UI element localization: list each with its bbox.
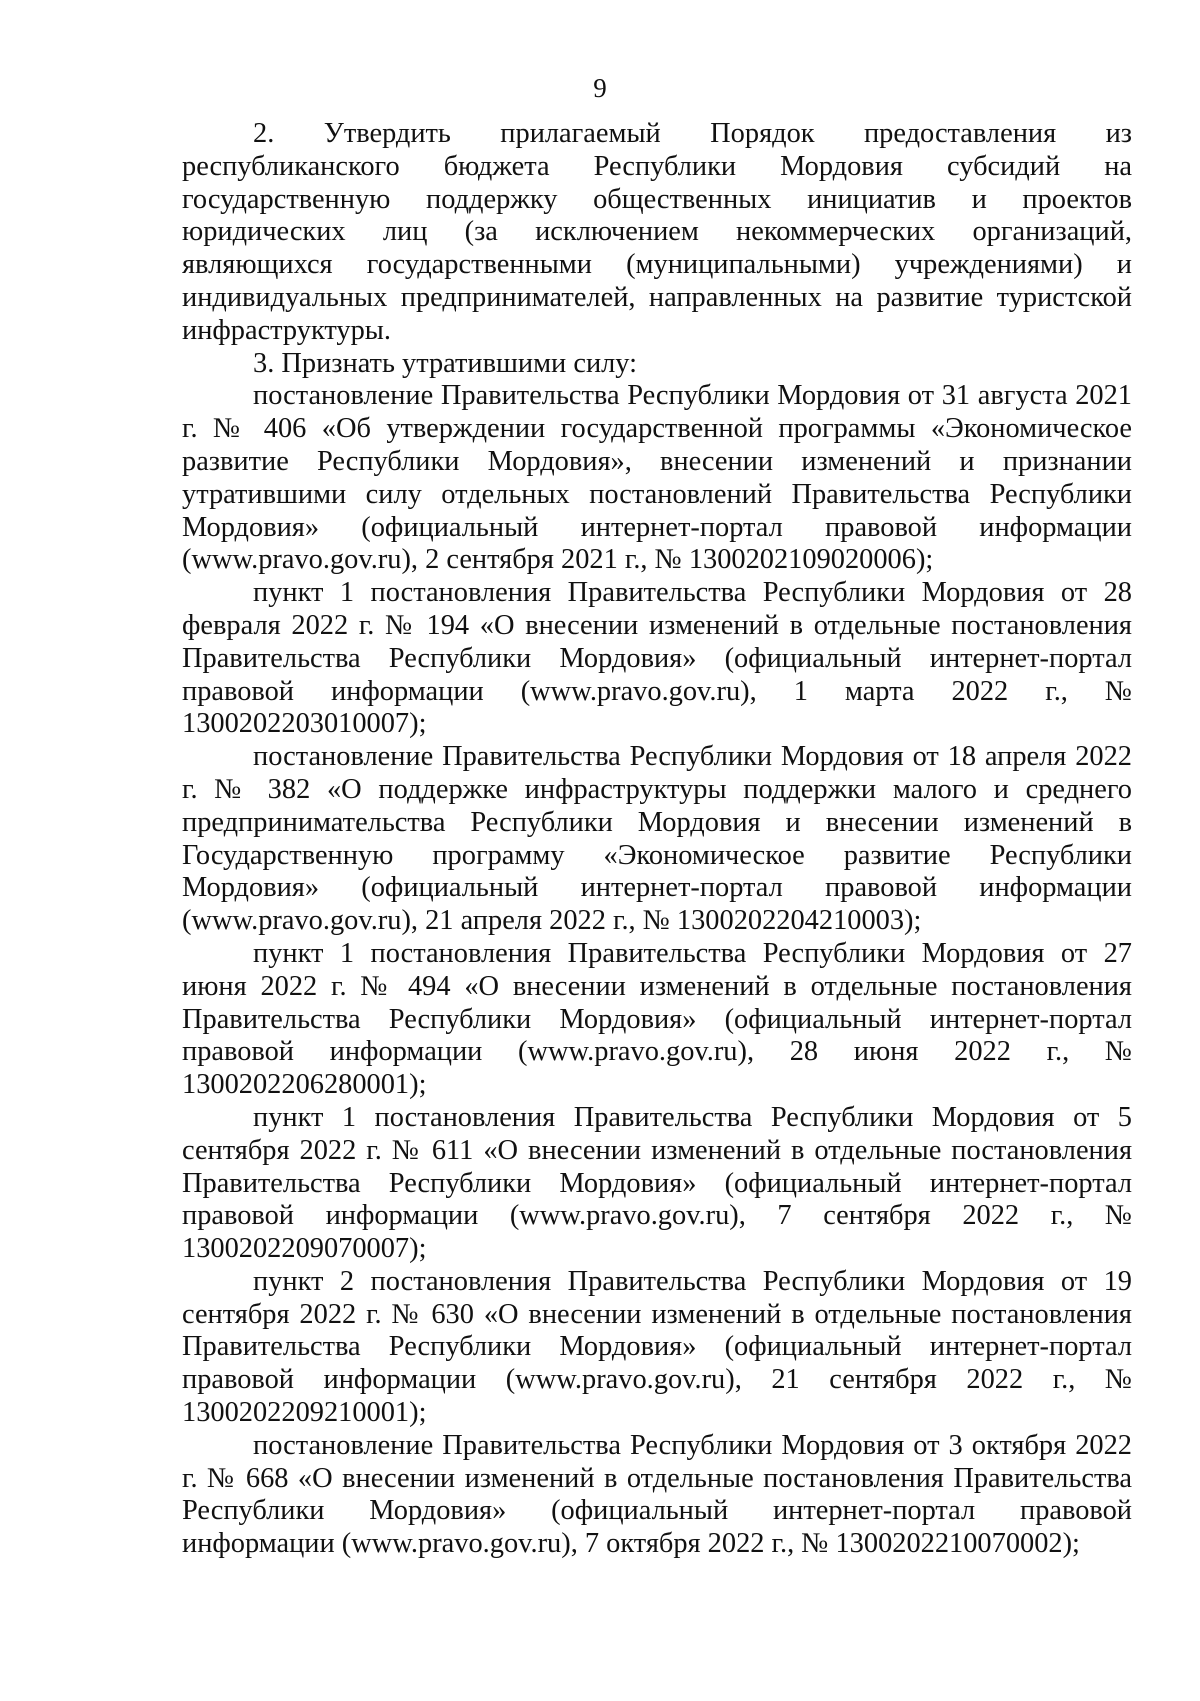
- page-number: 9: [593, 73, 607, 103]
- paragraph-repealed-act: пункт 1 постановления Правительства Республики Мордовия от 27 июня 2022 г. № 494 «О внесении изменений в отдельные постановления Правительства Республики Мордовия» (официальный интернет-портал правовой информации (www.pravo.gov.ru), 28 июня 2022 г., № 1300202206280001);: [182, 937, 1132, 1101]
- paragraph-repealed-act: пункт 1 постановления Правительства Республики Мордовия от 28 февраля 2022 г. № 194 «О внесении изменений в отдельные постановления Правительства Республики Мордовия» (официальный интернет-портал правовой информации (www.pravo.gov.ru), 1 марта 2022 г., № 1300202203010007);: [182, 577, 1132, 740]
- paragraph-repealed-act: постановление Правительства Республики Мордовия от 3 октября 2022 г. № 668 «О внесении изменений в отдельные постановления Правительства Республики Мордовия» (официальный интернет-портал правовой информации (www.pravo.gov.ru), 7 октября 2022 г., № 1300202210070002);: [182, 1429, 1132, 1560]
- paragraph-approve-procedure: 2. Утвердить прилагаемый Порядок предоставления из республиканского бюджета Республики Мордовия субсидий на государственную поддержку общественных инициатив и проектов юридических лиц (за исключением некоммерческих организаций, являющихся государственными (муниципальными) учреждениями) и индивидуальных предпринимателей, направленных на развитие туристской инфраструктуры.: [182, 118, 1132, 346]
- paragraph-repealed-act: пункт 1 постановления Правительства Республики Мордовия от 5 сентября 2022 г. № 611 «О внесении изменений в отдельные постановления Правительства Республики Мордовия» (официальный интернет-портал правовой информации (www.pravo.gov.ru), 7 сентября 2022 г., № 1300202209070007);: [182, 1101, 1132, 1265]
- paragraph-repealed-act: постановление Правительства Республики Мордовия от 31 августа 2021 г. № 406 «Об утверждении государственной программы «Экономическое развитие Республики Мордовия», внесении изменений и признании утратившими силу отдельных постановлений Правительства Республики Мордовия» (официальный интернет-портал правовой информации (www.pravo.gov.ru), 2 сентября 2021 г., № 1300202109020006);: [182, 380, 1132, 576]
- paragraph-repealed-act: постановление Правительства Республики Мордовия от 18 апреля 2022 г. № 382 «О поддержке инфраструктуры поддержки малого и среднего предпринимательства Республики Мордовия и внесении изменений в Государственную программу «Экономическое развитие Республики Мордовия» (официальный интернет-портал правовой информации (www.pravo.gov.ru), 21 апреля 2022 г., № 1300202204210003);: [182, 741, 1132, 937]
- document-body: [182, 118, 1132, 1561]
- paragraph-repeal-heading: 3. Признать утратившими силу:: [253, 347, 638, 379]
- paragraph-repealed-act: пункт 2 постановления Правительства Республики Мордовия от 19 сентября 2022 г. № 630 «О внесении изменений в отдельные постановления Правительства Республики Мордовия» (официальный интернет-портал правовой информации (www.pravo.gov.ru), 21 сентября 2022 г., № 1300202209210001);: [182, 1265, 1132, 1429]
